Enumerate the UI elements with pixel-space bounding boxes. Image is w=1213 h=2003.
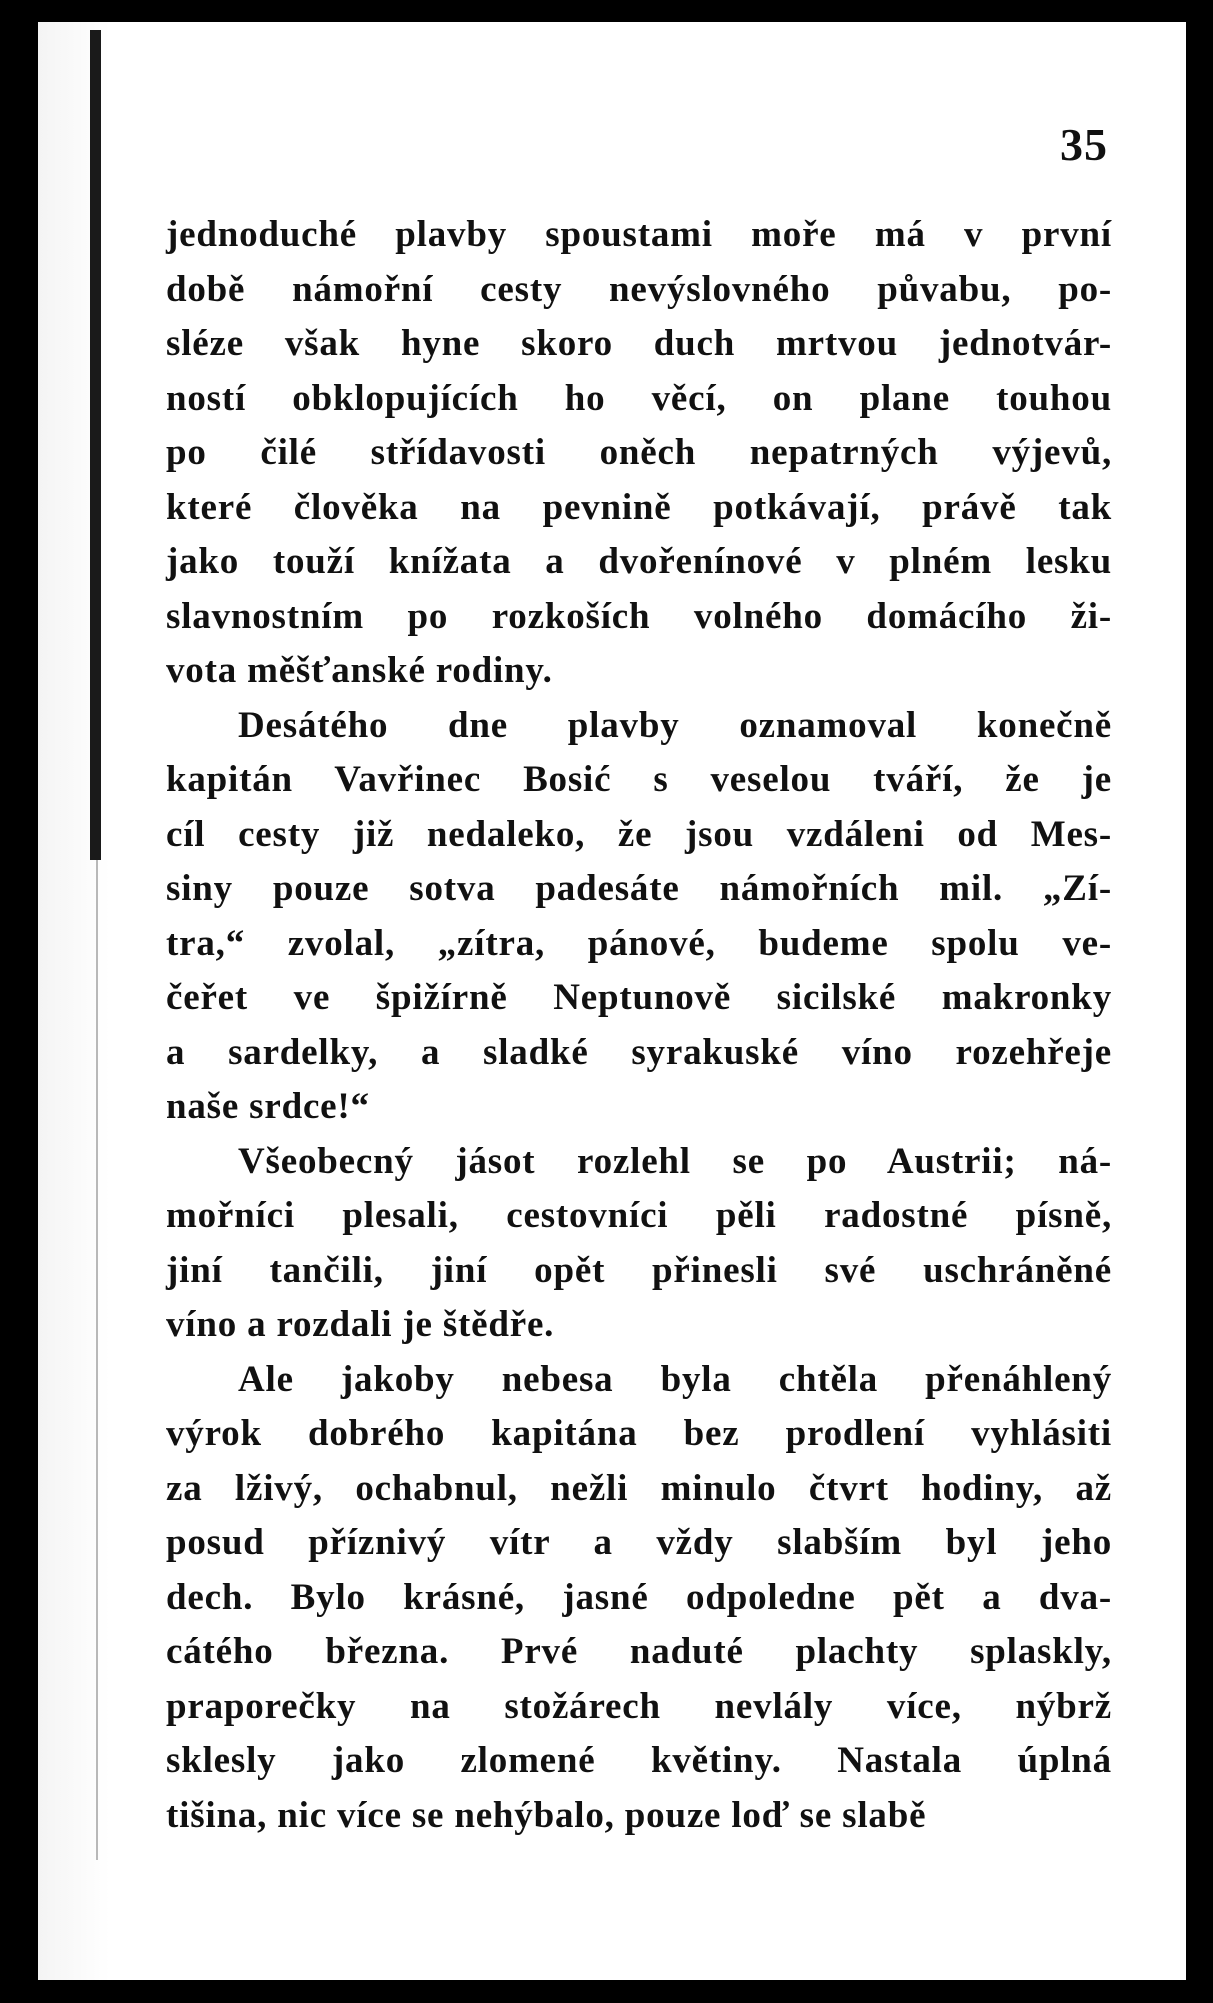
- text-line: siny pouze sotva padesáte námořních mil. „Zí-: [166, 868, 1112, 909]
- text-line: tra,“ zvolal, „zítra, pánové, budeme spolu ve-: [166, 922, 1112, 964]
- text-line: výrok dobrého kapitána bez prodlení vyhlásiti: [166, 1413, 1112, 1454]
- text-line: po čilé střídavosti oněch nepatrných výjevů,: [166, 432, 1112, 473]
- text-line: naše srdce!“: [166, 1086, 370, 1127]
- text-line: mořníci plesali, cestovníci pěli radostné písně,: [166, 1195, 1112, 1236]
- text-line: posud příznivý vítr a vždy slabším byl jeho: [166, 1522, 1112, 1563]
- text-line: cátého března. Prvé naduté plachty splaskly,: [166, 1631, 1112, 1672]
- text-line: kapitán Vavřinec Bosić s veselou tváří, že je: [166, 759, 1112, 800]
- text-line: sléze však hyne skoro duch mrtvou jednotvár-: [166, 323, 1112, 364]
- text-line: jako touží knížata a dvořenínové v plném lesku: [166, 541, 1112, 582]
- text-line: vota měšťanské rodiny.: [166, 650, 553, 691]
- text-line: jednoduché plavby spoustami moře má v první: [166, 214, 1112, 255]
- text-line: praporečky na stožárech nevlály více, nýbrž: [166, 1685, 1112, 1727]
- binding-edge-thin: [96, 860, 98, 1860]
- text-line: cíl cesty již nedaleko, že jsou vzdáleni od Mes-: [166, 813, 1112, 855]
- text-line: slavnostním po rozkoších volného domácího ži-: [166, 595, 1112, 637]
- text-line: čeřet ve špižírně Neptunově sicilské makronky: [166, 977, 1112, 1018]
- text-line: ností obklopujících ho věcí, on plane touhou: [166, 377, 1112, 419]
- body-text: [166, 208, 1112, 1843]
- text-line: Desátého dne plavby oznamoval konečně: [238, 704, 1112, 746]
- text-line: víno a rozdali je štědře.: [166, 1304, 555, 1345]
- paragraph: [166, 699, 1112, 1135]
- binding-edge: [90, 30, 101, 860]
- page-number: 35: [1060, 119, 1108, 170]
- text-line: jiní tančili, jiní opět přinesli své uschráněné: [166, 1249, 1112, 1291]
- book-page: [38, 22, 1186, 1980]
- paragraph: [166, 208, 1112, 699]
- paragraph: [166, 1353, 1112, 1844]
- paragraph: [166, 1135, 1112, 1353]
- text-line: sklesly jako zlomené květiny. Nastala úplná: [166, 1740, 1112, 1781]
- text-line: a sardelky, a sladké syrakuské víno rozehřeje: [166, 1031, 1112, 1073]
- text-line: Ale jakoby nebesa byla chtěla přenáhlený: [238, 1358, 1112, 1400]
- text-line: které člověka na pevnině potkávají, právě tak: [166, 486, 1112, 528]
- text-line: dech. Bylo krásné, jasné odpoledne pět a dva-: [166, 1576, 1112, 1618]
- text-line: tišina, nic více se nehýbalo, pouze loď se slabě: [166, 1794, 927, 1836]
- text-line: za lživý, ochabnul, nežli minulo čtvrt hodiny, až: [166, 1467, 1112, 1509]
- text-line: Všeobecný jásot rozlehl se po Austrii; ná-: [238, 1140, 1112, 1182]
- text-line: době námořní cesty nevýslovného půvabu, po-: [166, 268, 1112, 310]
